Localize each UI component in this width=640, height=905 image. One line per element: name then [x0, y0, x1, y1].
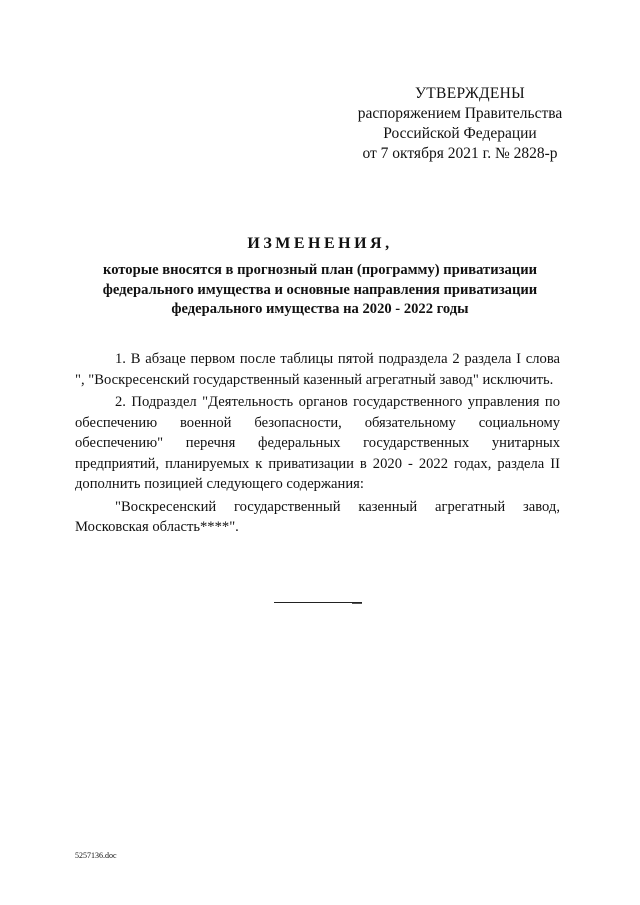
approval-title: УТВЕРЖДЕНЫ [415, 85, 525, 102]
subtitle-line-1: которые вносятся в прогнозный план (программу) приватизации [102, 262, 538, 278]
document-body [75, 349, 560, 538]
paragraph-2: 2. Подраздел "Деятельность органов государственного управления по обеспечению военной безопасности, обязательному социальному обеспечению" перечня федеральных государственных унитарных предприятий, планируемых к приватизации в 2020 - 2022 годах, раздела II дополнить позицией следующего содержания: [75, 394, 560, 492]
subtitle-line-3: федерального имущества на 2020 - 2022 годы [171, 301, 469, 317]
approval-line-1: распоряжением Правительства [357, 105, 563, 122]
approval-line-2: Российской Федерации [383, 125, 537, 142]
document-code: 5257136.doc [75, 851, 117, 860]
paragraph-1: 1. В абзаце первом после таблицы пятой подраздела 2 раздела I слова ", "Воскресенский государственный казенный агрегатный завод" исключить. [75, 351, 560, 388]
separator-line [274, 602, 362, 603]
quoted-position: "Воскресенский государственный казенный агрегатный завод, Московская область****". [75, 498, 560, 535]
document-subtitle [60, 261, 580, 320]
approval-block [340, 84, 580, 164]
document-title: ИЗМЕНЕНИЯ, [247, 235, 393, 252]
approval-line-3: от 7 октября 2021 г. № 2828-р [362, 145, 558, 162]
subtitle-line-2: федерального имущества и основные направления приватизации [102, 281, 538, 298]
